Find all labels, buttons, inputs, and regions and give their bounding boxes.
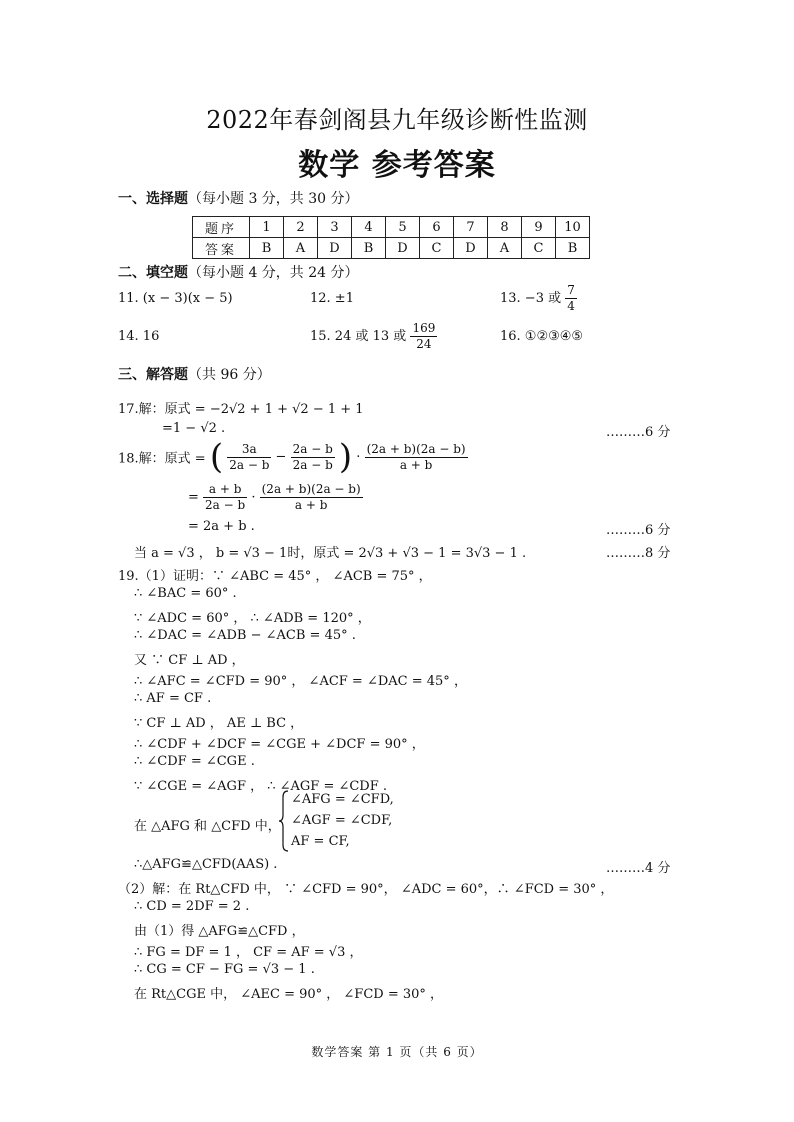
section-solve-heading <box>118 364 271 384</box>
answer-15-fraction <box>410 321 437 352</box>
q19-line-6: ∴ ∠AFC = ∠CFD = 90° ， ∠ACF = ∠DAC = 45° ， <box>134 674 467 689</box>
q18-line-1 <box>118 437 468 477</box>
q19-line-2: ∴ ∠BAC = 60° . <box>134 586 237 601</box>
section-fill-note: （每小题 4 分，共 24 分） <box>188 265 359 281</box>
fraction-denominator: 2a − b <box>205 498 246 512</box>
table-cell: 答案 <box>193 238 250 259</box>
document-title: 2022年春剑阁县九年级诊断性监测 <box>206 106 588 134</box>
section-choice-title: 一、选择题 <box>118 191 188 207</box>
q19-part2-line-1: （2）解：在 Rt△CFD 中， ∵ ∠CFD = 90°， ∠ADC = 60°，∴ ∠FCD = 30° ， <box>118 882 614 897</box>
q18-fraction-2 <box>291 442 335 473</box>
table-cell: 6 <box>420 217 454 238</box>
q18-fraction-4 <box>203 482 247 513</box>
q18-prefix: 18.解：原式 = <box>118 451 206 467</box>
section-fill-title: 二、填空题 <box>118 265 188 281</box>
equals-sign: = <box>188 490 199 505</box>
answer-13-fraction <box>565 283 577 314</box>
table-cell: 3 <box>318 217 352 238</box>
table-cell: B <box>250 238 284 259</box>
q17-line-2: =1 − √2 . <box>162 421 226 436</box>
q18-score-2: ………8 分 <box>606 546 671 561</box>
q17-score: ………6 分 <box>606 425 671 440</box>
fraction-numerator: 169 <box>412 321 436 335</box>
table-cell: 4 <box>352 217 386 238</box>
q19-part2-line-4: ∴ FG = DF = 1 ， CF = AF = √3 ， <box>134 945 363 960</box>
fraction-numerator: (2a + b)(2a − b) <box>366 441 466 456</box>
q19-line-3: ∵ ∠ADC = 60° ， ∴ ∠ADB = 120° ， <box>134 611 371 626</box>
q19-line-12: 在 △AFG 和 △CFD 中， <box>134 819 281 834</box>
table-cell: A <box>284 238 318 259</box>
fraction-numerator: 2a − b <box>292 441 333 456</box>
table-cell: C <box>522 238 556 259</box>
q18-score-1: ………6 分 <box>606 523 671 538</box>
q18-fraction-3 <box>365 442 468 473</box>
q19-line-13: ∴△AFG≌△CFD(AAS) . <box>134 857 278 872</box>
table-cell: 7 <box>454 217 488 238</box>
table-cell: B <box>556 238 590 259</box>
q19-part2-line-6: 在 Rt△CGE 中， ∠AEC = 90° ， ∠FCD = 30° ， <box>134 987 444 1002</box>
answer-15 <box>310 321 437 352</box>
right-paren: ) <box>338 437 353 477</box>
q19-system-line-3: AF = CF, <box>291 834 350 849</box>
answer-16: 16. ①②③④⑤ <box>500 329 584 344</box>
fraction-numerator: a + b <box>203 482 247 498</box>
q18-line-4: 当 a = √3 ， b = √3 − 1时，原式 = 2√3 + √3 − 1 = 3√3 − 1 . <box>134 546 527 561</box>
table-cell: D <box>386 238 420 259</box>
q18-line-3: = 2a + b . <box>188 519 255 534</box>
q19-score-1: ………4 分 <box>606 861 671 876</box>
page-footer: 数学答案 第 1 页（共 6 页） <box>311 1045 483 1059</box>
fraction-numerator: 3a <box>227 442 271 458</box>
table-cell: 9 <box>522 217 556 238</box>
table-cell: 5 <box>386 217 420 238</box>
q19-line-7: ∴ AF = CF . <box>134 691 212 706</box>
fraction-denominator: 4 <box>567 299 575 313</box>
q19-part2-line-5: ∴ CG = CF − FG = √3 − 1 . <box>134 962 315 977</box>
minus-sign: − <box>275 449 287 465</box>
fraction-denominator: a + b <box>399 457 433 472</box>
fraction-denominator: 2a − b <box>292 457 333 472</box>
table-cell: 10 <box>556 217 590 238</box>
answer-15-text: 15. 24 或 13 或 <box>310 329 407 344</box>
fraction-numerator: 7 <box>567 283 575 297</box>
q19-part2-line-3: 由（1）得 △AFG≌△CFD ， <box>134 924 305 939</box>
table-cell: A <box>488 238 522 259</box>
q19-system-line-2: ∠AGF = ∠CDF, <box>291 813 393 828</box>
q19-line-5: 又 ∵ CF ⊥ AD ， <box>134 653 245 668</box>
q19-line-4: ∴ ∠DAC = ∠ADB − ∠ACB = 45° . <box>134 628 356 643</box>
section-choice-note: （每小题 3 分，共 30 分） <box>188 191 359 207</box>
answer-14: 14. 16 <box>118 329 160 344</box>
q19-system-line-1: ∠AFG = ∠CFD, <box>291 792 394 807</box>
answer-12: 12. ±1 <box>310 291 354 306</box>
q18-fraction-1 <box>227 442 271 473</box>
table-cell: D <box>318 238 352 259</box>
fraction-denominator: a + b <box>294 498 328 512</box>
left-paren: ( <box>209 437 224 477</box>
q19-part2-line-2: ∴ CD = 2DF = 2 . <box>134 899 250 914</box>
table-cell: 1 <box>250 217 284 238</box>
answer-table-row-answers <box>193 238 590 259</box>
table-cell: C <box>420 238 454 259</box>
q19-line-10: ∴ ∠CDF = ∠CGE . <box>134 754 255 769</box>
q17-line-1: 17.解：原式 = −2√2 + 1 + √2 − 1 + 1 <box>118 402 364 417</box>
fraction-denominator: 24 <box>416 337 432 351</box>
answer-11: 11. (x − 3)(x − 5) <box>118 291 233 306</box>
q18-fraction-5 <box>260 482 363 513</box>
dot-sign: · <box>356 449 361 465</box>
table-cell: D <box>454 238 488 259</box>
fraction-numerator: (2a + b)(2a − b) <box>261 482 361 496</box>
answer-13 <box>500 283 577 314</box>
answer-13-text: 13. −3 或 <box>500 291 562 306</box>
q19-line-1: 19.（1）证明：∵ ∠ABC = 45° ， ∠ACB = 75° ， <box>118 569 432 584</box>
section-solve-title: 三、解答题 <box>118 367 188 383</box>
q19-line-8: ∵ CF ⊥ AD ， AE ⊥ BC ， <box>134 716 304 731</box>
answer-table-row-numbers <box>193 217 590 238</box>
table-cell: B <box>352 238 386 259</box>
q19-line-9: ∴ ∠CDF + ∠DCF = ∠CGE + ∠DCF = 90° ， <box>134 737 425 752</box>
section-solve-note: （共 96 分） <box>188 367 271 383</box>
table-cell: 2 <box>284 217 318 238</box>
table-cell: 8 <box>488 217 522 238</box>
q19-line-11: ∵ ∠CGE = ∠AGF ， ∴ ∠AGF = ∠CDF . <box>134 779 388 794</box>
left-brace-icon <box>278 790 290 852</box>
section-choice-heading <box>118 188 359 208</box>
dot-sign: · <box>251 490 256 505</box>
answer-table <box>192 216 590 259</box>
section-fill-heading <box>118 262 359 282</box>
table-cell: 题序 <box>193 217 250 238</box>
document-subtitle: 数学 参考答案 <box>298 148 496 183</box>
q18-line-2 <box>188 482 363 513</box>
fraction-denominator: 2a − b <box>229 457 270 472</box>
